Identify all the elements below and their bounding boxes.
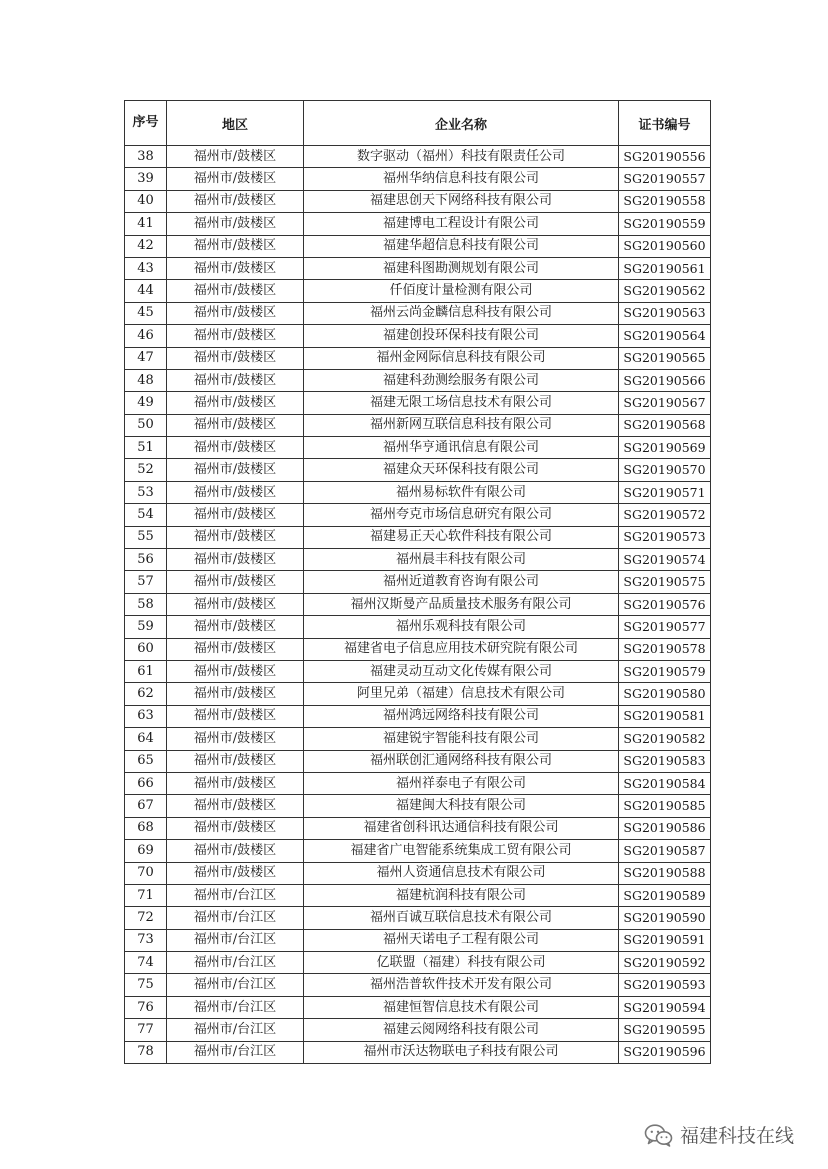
row-cert: SG20190579 [619,660,711,682]
table-row [125,235,711,257]
row-seq: 44 [125,280,167,302]
table-row [125,929,711,951]
row-company: 亿联盟（福建）科技有限公司 [304,952,619,974]
row-cert: SG20190580 [619,683,711,705]
table-row [125,481,711,503]
row-region: 福州市/鼓楼区 [167,772,304,794]
row-company: 福州新网互联信息科技有限公司 [304,414,619,436]
row-cert: SG20190566 [619,369,711,391]
row-company: 福州华亨通讯信息有限公司 [304,437,619,459]
header-cert: 证书编号 [619,101,711,146]
row-company: 福州云尚金麟信息科技有限公司 [304,302,619,324]
table-row [125,213,711,235]
table-row [125,414,711,436]
row-seq: 75 [125,974,167,996]
row-company: 福建省创科讯达通信科技有限公司 [304,817,619,839]
row-cert: SG20190592 [619,952,711,974]
row-seq: 49 [125,392,167,414]
row-company: 福州乐观科技有限公司 [304,616,619,638]
row-company: 福州夸克市场信息研究有限公司 [304,504,619,526]
row-company: 福州百诚互联信息技术有限公司 [304,907,619,929]
row-region: 福州市/台江区 [167,952,304,974]
table-row [125,907,711,929]
table-row [125,302,711,324]
row-region: 福州市/鼓楼区 [167,549,304,571]
row-company: 福建恒智信息技术有限公司 [304,996,619,1018]
table-row [125,459,711,481]
row-company: 福建省电子信息应用技术研究院有限公司 [304,638,619,660]
row-region: 福州市/鼓楼区 [167,347,304,369]
row-seq: 53 [125,481,167,503]
row-company: 福州汉斯曼产品质量技术服务有限公司 [304,593,619,615]
row-region: 福州市/台江区 [167,974,304,996]
row-cert: SG20190559 [619,213,711,235]
table-row [125,1019,711,1041]
table-row [125,795,711,817]
row-cert: SG20190557 [619,168,711,190]
row-seq: 58 [125,593,167,615]
row-region: 福州市/鼓楼区 [167,593,304,615]
row-region: 福州市/鼓楼区 [167,705,304,727]
row-company: 福州联创汇通网络科技有限公司 [304,750,619,772]
table-row [125,728,711,750]
header-region: 地区 [167,101,304,146]
row-company: 福州华纳信息科技有限公司 [304,168,619,190]
row-company: 福建众天环保科技有限公司 [304,459,619,481]
row-region: 福州市/鼓楼区 [167,437,304,459]
row-cert: SG20190591 [619,929,711,951]
row-cert: SG20190556 [619,146,711,168]
row-region: 福州市/鼓楼区 [167,280,304,302]
row-company: 福建云阅网络科技有限公司 [304,1019,619,1041]
row-company: 福建锐宇智能科技有限公司 [304,728,619,750]
row-cert: SG20190586 [619,817,711,839]
row-company: 福州晨丰科技有限公司 [304,549,619,571]
row-cert: SG20190589 [619,884,711,906]
table-row [125,571,711,593]
row-region: 福州市/鼓楼区 [167,571,304,593]
row-seq: 78 [125,1041,167,1063]
row-company: 福建科图勘测规划有限公司 [304,257,619,279]
row-seq: 45 [125,302,167,324]
row-region: 福州市/鼓楼区 [167,392,304,414]
table-row [125,526,711,548]
row-cert: SG20190577 [619,616,711,638]
row-cert: SG20190584 [619,772,711,794]
row-region: 福州市/鼓楼区 [167,862,304,884]
row-region: 福州市/鼓楼区 [167,526,304,548]
row-company: 福州人资通信息技术有限公司 [304,862,619,884]
row-region: 福州市/台江区 [167,1019,304,1041]
table-row [125,952,711,974]
row-region: 福州市/鼓楼区 [167,213,304,235]
row-seq: 66 [125,772,167,794]
watermark-text: 福建科技在线 [680,1125,795,1147]
row-region: 福州市/台江区 [167,907,304,929]
row-cert: SG20190571 [619,481,711,503]
row-seq: 55 [125,526,167,548]
row-company: 福建思创天下网络科技有限公司 [304,190,619,212]
row-company: 福州近道教育咨询有限公司 [304,571,619,593]
row-seq: 51 [125,437,167,459]
row-region: 福州市/鼓楼区 [167,817,304,839]
row-region: 福州市/台江区 [167,1041,304,1063]
row-cert: SG20190565 [619,347,711,369]
row-region: 福州市/鼓楼区 [167,795,304,817]
table-row [125,1041,711,1063]
table-row [125,257,711,279]
row-region: 福州市/台江区 [167,996,304,1018]
row-cert: SG20190594 [619,996,711,1018]
row-cert: SG20190585 [619,795,711,817]
row-cert: SG20190572 [619,504,711,526]
watermark [644,1121,794,1148]
table-row [125,146,711,168]
row-company: 福建创投环保科技有限公司 [304,325,619,347]
table-row [125,280,711,302]
row-seq: 67 [125,795,167,817]
row-region: 福州市/鼓楼区 [167,660,304,682]
table-row [125,996,711,1018]
row-cert: SG20190569 [619,437,711,459]
row-cert: SG20190590 [619,907,711,929]
row-seq: 73 [125,929,167,951]
row-company: 福建省广电智能系统集成工贸有限公司 [304,840,619,862]
row-company: 福州浩普软件技术开发有限公司 [304,974,619,996]
row-seq: 59 [125,616,167,638]
row-region: 福州市/鼓楼区 [167,840,304,862]
row-region: 福州市/鼓楼区 [167,168,304,190]
row-region: 福州市/鼓楼区 [167,638,304,660]
row-company: 福州天诺电子工程有限公司 [304,929,619,951]
row-cert: SG20190560 [619,235,711,257]
row-seq: 38 [125,146,167,168]
table-row [125,817,711,839]
row-region: 福州市/台江区 [167,884,304,906]
row-seq: 60 [125,638,167,660]
row-company: 福建易正天心软件科技有限公司 [304,526,619,548]
row-seq: 77 [125,1019,167,1041]
row-region: 福州市/鼓楼区 [167,325,304,347]
row-region: 福州市/鼓楼区 [167,504,304,526]
table-row [125,660,711,682]
table-row [125,190,711,212]
row-region: 福州市/鼓楼区 [167,414,304,436]
table-row [125,593,711,615]
row-seq: 47 [125,347,167,369]
table-row [125,884,711,906]
certificate-table [124,100,711,1064]
row-seq: 39 [125,168,167,190]
table-row [125,772,711,794]
row-company: 仟佰度计量检测有限公司 [304,280,619,302]
header-seq: 序号 [125,101,167,146]
row-seq: 56 [125,549,167,571]
row-region: 福州市/鼓楼区 [167,459,304,481]
row-seq: 42 [125,235,167,257]
table-row [125,369,711,391]
table-row [125,325,711,347]
row-cert: SG20190582 [619,728,711,750]
row-cert: SG20190576 [619,593,711,615]
row-cert: SG20190558 [619,190,711,212]
row-cert: SG20190562 [619,280,711,302]
row-region: 福州市/鼓楼区 [167,616,304,638]
row-cert: SG20190568 [619,414,711,436]
row-seq: 70 [125,862,167,884]
table-row [125,168,711,190]
row-company: 福建博电工程设计有限公司 [304,213,619,235]
row-company: 福州金网际信息科技有限公司 [304,347,619,369]
row-seq: 40 [125,190,167,212]
row-region: 福州市/鼓楼区 [167,257,304,279]
wechat-icon [644,1123,674,1147]
row-company: 福建杭润科技有限公司 [304,884,619,906]
table-header-row [125,101,711,146]
row-seq: 68 [125,817,167,839]
row-cert: SG20190595 [619,1019,711,1041]
row-seq: 71 [125,884,167,906]
table-row [125,750,711,772]
row-region: 福州市/鼓楼区 [167,369,304,391]
row-region: 福州市/鼓楼区 [167,302,304,324]
row-company: 福建无限工场信息技术有限公司 [304,392,619,414]
row-cert: SG20190574 [619,549,711,571]
row-region: 福州市/鼓楼区 [167,190,304,212]
row-cert: SG20190567 [619,392,711,414]
row-company: 福建闽大科技有限公司 [304,795,619,817]
row-seq: 62 [125,683,167,705]
row-seq: 74 [125,952,167,974]
row-cert: SG20190564 [619,325,711,347]
row-cert: SG20190573 [619,526,711,548]
row-seq: 46 [125,325,167,347]
row-seq: 48 [125,369,167,391]
row-region: 福州市/鼓楼区 [167,146,304,168]
table-row [125,705,711,727]
table-row [125,437,711,459]
table-row [125,638,711,660]
row-company: 福州市沃达物联电子科技有限公司 [304,1041,619,1063]
row-company: 数字驱动（福州）科技有限责任公司 [304,146,619,168]
row-cert: SG20190578 [619,638,711,660]
row-cert: SG20190563 [619,302,711,324]
row-seq: 41 [125,213,167,235]
row-company: 福州易标软件有限公司 [304,481,619,503]
row-seq: 64 [125,728,167,750]
row-cert: SG20190596 [619,1041,711,1063]
row-cert: SG20190593 [619,974,711,996]
row-cert: SG20190575 [619,571,711,593]
row-company: 福建灵动互动文化传媒有限公司 [304,660,619,682]
row-seq: 54 [125,504,167,526]
row-seq: 76 [125,996,167,1018]
table-row [125,392,711,414]
row-seq: 50 [125,414,167,436]
row-cert: SG20190588 [619,862,711,884]
row-region: 福州市/台江区 [167,929,304,951]
row-region: 福州市/鼓楼区 [167,750,304,772]
header-company: 企业名称 [304,101,619,146]
row-cert: SG20190583 [619,750,711,772]
table-row [125,683,711,705]
row-seq: 61 [125,660,167,682]
table-row [125,840,711,862]
row-region: 福州市/鼓楼区 [167,235,304,257]
row-company: 福建科劲测绘服务有限公司 [304,369,619,391]
table-row [125,504,711,526]
row-cert: SG20190581 [619,705,711,727]
row-region: 福州市/鼓楼区 [167,683,304,705]
row-company: 阿里兄弟（福建）信息技术有限公司 [304,683,619,705]
row-seq: 63 [125,705,167,727]
row-company: 福建华超信息科技有限公司 [304,235,619,257]
row-cert: SG20190587 [619,840,711,862]
row-seq: 72 [125,907,167,929]
row-region: 福州市/鼓楼区 [167,481,304,503]
table-row [125,616,711,638]
row-seq: 69 [125,840,167,862]
row-seq: 43 [125,257,167,279]
row-company: 福州鸿远网络科技有限公司 [304,705,619,727]
table-row [125,974,711,996]
table-row [125,549,711,571]
table-row [125,862,711,884]
row-cert: SG20190561 [619,257,711,279]
row-cert: SG20190570 [619,459,711,481]
row-seq: 65 [125,750,167,772]
table-row [125,347,711,369]
row-seq: 57 [125,571,167,593]
row-region: 福州市/鼓楼区 [167,728,304,750]
row-company: 福州祥泰电子有限公司 [304,772,619,794]
row-seq: 52 [125,459,167,481]
